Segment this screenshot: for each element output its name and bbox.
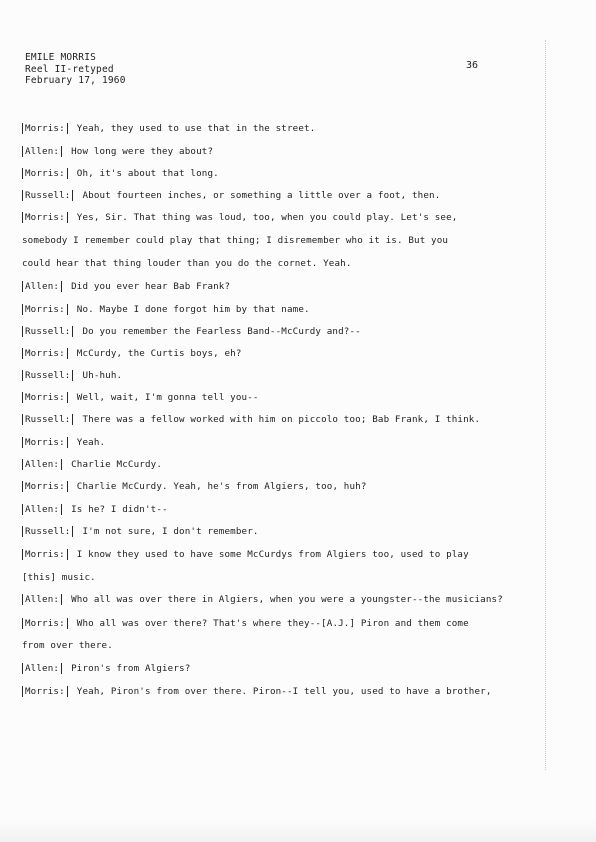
speaker-label: Morris: [22, 168, 68, 179]
line-text: There was a fellow worked with him on piccolo too; Bab Frank, I think. [82, 414, 481, 425]
transcript-line [22, 123, 315, 134]
line-text: Oh, it's about that long. [76, 168, 219, 179]
page-number: 36 [466, 60, 479, 71]
document-header [25, 52, 126, 87]
line-text: from over there. [22, 640, 113, 651]
line-text: Uh-huh. [82, 370, 123, 381]
speaker-label: Allen: [22, 663, 62, 674]
transcript-line [22, 481, 367, 492]
line-text: No. Maybe I done forgot him by that name. [76, 304, 310, 315]
transcript-line [22, 370, 122, 381]
line-text: How long were they about? [71, 146, 214, 157]
line-text: Yes, Sir. That thing was loud, too, when you could play. Let's see, [76, 212, 458, 223]
line-text: somebody I remember could play that thing; I disremember who it is. But you [22, 235, 449, 246]
speaker-label: Morris: [22, 304, 68, 315]
speaker-label: Allen: [22, 146, 62, 157]
transcript-line [22, 258, 352, 269]
line-text: Yeah, they used to use that in the street. [76, 123, 316, 134]
transcript-line [22, 504, 168, 515]
transcript-line [22, 212, 457, 223]
reel-label: Reel II-retyped [25, 63, 114, 75]
speaker-label: Morris: [22, 392, 68, 403]
speaker-label: Morris: [22, 348, 68, 359]
line-text: McCurdy, the Curtis boys, eh? [76, 348, 242, 359]
transcript-line [22, 414, 480, 425]
line-text: I'm not sure, I don't remember. [82, 526, 259, 537]
speaker-label: Morris: [22, 686, 68, 697]
line-text: Who all was over there in Algiers, when you were a youngster--the musicians? [71, 594, 503, 605]
page-bottom-shadow [0, 818, 596, 842]
line-text: could hear that thing louder than you do the cornet. Yeah. [22, 258, 352, 269]
transcript-line [22, 168, 219, 179]
transcript-line [22, 572, 96, 583]
speaker-label: Russell: [22, 414, 73, 425]
speaker-label: Russell: [22, 370, 73, 381]
transcript-line [22, 663, 190, 674]
line-text: Charlie McCurdy. [71, 459, 162, 470]
transcript-line [22, 437, 105, 448]
line-text: Who all was over there? That's where they--[A.J.] Piron and them come [76, 618, 469, 629]
line-text: I know they used to have some McCurdys from Algiers too, used to play [76, 549, 469, 560]
line-text: Did you ever hear Bab Frank? [71, 281, 231, 292]
transcript-line [22, 235, 448, 246]
speaker-label: Russell: [22, 190, 73, 201]
transcript-line [22, 392, 259, 403]
interviewee-name: EMILE MORRIS [25, 52, 97, 63]
line-text: About fourteen inches, or something a little over a foot, then. [82, 190, 441, 201]
transcript-line [22, 281, 230, 292]
transcript-line [22, 348, 242, 359]
transcript-line [22, 640, 113, 651]
speaker-label: Russell: [22, 526, 73, 537]
transcript-line [22, 304, 310, 315]
transcript-line [22, 326, 361, 337]
transcript-line [22, 146, 213, 157]
line-text: Do you remember the Fearless Band--McCurdy and?-- [82, 326, 361, 337]
speaker-label: Allen: [22, 504, 62, 515]
line-text: Is he? I didn't-- [71, 504, 168, 515]
transcript-line [22, 549, 469, 560]
speaker-label: Morris: [22, 549, 68, 560]
page-edge-shadow [545, 40, 552, 770]
transcript-line [22, 686, 492, 697]
speaker-label: Morris: [22, 437, 68, 448]
speaker-label: Allen: [22, 281, 62, 292]
speaker-label: Morris: [22, 481, 68, 492]
line-text: [this] music. [22, 572, 96, 583]
line-text: Charlie McCurdy. Yeah, he's from Algiers, too, huh? [76, 481, 367, 492]
speaker-label: Russell: [22, 326, 73, 337]
transcript-line [22, 618, 469, 629]
speaker-label: Allen: [22, 594, 62, 605]
speaker-label: Morris: [22, 618, 68, 629]
line-text: Piron's from Algiers? [71, 663, 191, 674]
interview-date: February 17, 1960 [25, 75, 126, 86]
speaker-label: Morris: [22, 123, 68, 134]
transcript-line [22, 594, 503, 605]
transcript-line [22, 459, 162, 470]
transcript-line [22, 190, 440, 201]
speaker-label: Morris: [22, 212, 68, 223]
transcript-line [22, 526, 259, 537]
line-text: Well, wait, I'm gonna tell you-- [76, 392, 259, 403]
line-text: Yeah. [76, 437, 106, 448]
line-text: Yeah, Piron's from over there. Piron--I tell you, used to have a brother, [76, 686, 492, 697]
speaker-label: Allen: [22, 459, 62, 470]
